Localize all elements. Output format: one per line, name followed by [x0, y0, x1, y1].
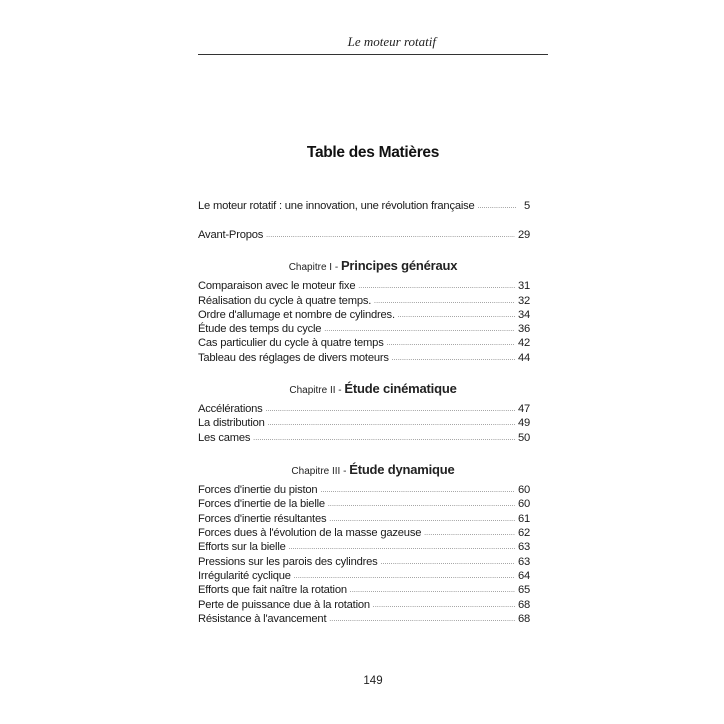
toc-entry-title: Ordre d'allumage et nombre de cylindres. — [198, 309, 395, 321]
toc-title: Table des Matières — [306, 144, 440, 161]
toc-entry — [198, 570, 530, 585]
dot-leader — [387, 341, 515, 347]
dot-leader — [358, 284, 515, 290]
toc-entry — [198, 599, 530, 614]
toc-entry-page: 31 — [517, 280, 530, 292]
toc-entry-page: 29 — [517, 229, 530, 241]
toc-entry-title: Le moteur rotatif : une innovation, une révolution française — [198, 200, 475, 212]
running-title: Le moteur rotatif — [347, 34, 436, 49]
toc-entry-title: Tableau des réglages de divers moteurs — [198, 352, 389, 364]
toc-entry-title: Irrégularité cyclique — [198, 570, 291, 582]
toc-entry — [198, 337, 530, 352]
toc-entry — [198, 541, 530, 556]
toc-entry-page: 50 — [517, 432, 530, 444]
chapter-name: Principes généraux — [340, 258, 458, 273]
chapter-label: Chapitre II - — [289, 385, 342, 396]
toc-entry-page: 42 — [517, 337, 530, 349]
toc-entry-title: Comparaison avec le moteur fixe — [198, 280, 356, 292]
dot-leader — [324, 327, 515, 333]
chapter-heading — [198, 462, 548, 477]
chapter-name: Étude dynamique — [349, 462, 455, 477]
toc-entry-title: Les cames — [198, 432, 251, 444]
page-number: 149 — [363, 675, 383, 687]
header-rule — [198, 54, 548, 55]
toc-entry-page: 68 — [517, 613, 530, 625]
toc-entry-title: Efforts sur la bielle — [198, 541, 286, 553]
toc-entry-title: Perte de puissance due à la rotation — [198, 599, 370, 611]
chapter-heading — [198, 258, 548, 273]
toc-entry-title: Avant-Propos — [198, 229, 264, 241]
dot-leader — [392, 356, 515, 362]
dot-leader — [398, 313, 515, 319]
dot-leader — [478, 204, 517, 210]
toc-entry-page: 65 — [517, 584, 530, 596]
dot-leader — [329, 517, 515, 523]
toc-entry-title: Accélérations — [198, 403, 263, 415]
toc-entry — [198, 584, 530, 599]
running-header — [198, 34, 548, 50]
dot-leader — [329, 617, 515, 623]
toc-entry-page: 49 — [517, 417, 530, 429]
toc-entry-title: Pressions sur les parois des cylindres — [198, 556, 378, 568]
toc-entry-title: Forces dues à l'évolution de la masse gazeuse — [198, 527, 422, 539]
toc-entry-page: 60 — [517, 484, 530, 496]
toc-entry-title: Forces d'inertie de la bielle — [198, 498, 325, 510]
dot-leader — [289, 545, 515, 551]
toc-entry — [198, 484, 530, 499]
dot-leader — [350, 588, 515, 594]
chapter-label: Chapitre III - — [291, 466, 347, 477]
dot-leader — [373, 603, 515, 609]
toc-entry-page: 61 — [517, 513, 530, 525]
toc-entry — [198, 432, 530, 447]
chapter-name: Étude cinématique — [344, 381, 457, 396]
toc-entry-page: 68 — [517, 599, 530, 611]
dot-leader — [381, 560, 515, 566]
toc-entry-title: Réalisation du cycle à quatre temps. — [198, 295, 372, 307]
toc-entry — [198, 513, 530, 528]
chapter-heading — [198, 381, 548, 396]
toc-entry-page: 36 — [517, 323, 530, 335]
toc-entry — [198, 280, 530, 295]
toc-entry-title: Résistance à l'avancement — [198, 613, 327, 625]
dot-leader — [266, 407, 515, 413]
dot-leader — [320, 488, 515, 494]
toc-entry — [198, 323, 530, 338]
toc-entry — [198, 309, 530, 324]
toc-entry — [198, 556, 530, 571]
dot-leader — [268, 421, 515, 427]
dot-leader — [266, 233, 515, 239]
toc-entry-page: 44 — [517, 352, 530, 364]
toc-entry-page: 63 — [517, 541, 530, 553]
toc-entry — [198, 403, 530, 418]
toc-entry-title: Étude des temps du cycle — [198, 323, 322, 335]
toc-entry-page: 5 — [523, 200, 530, 212]
toc-entry-title: Cas particulier du cycle à quatre temps — [198, 337, 384, 349]
toc-entry — [198, 498, 530, 513]
toc-entry — [198, 295, 530, 310]
dot-leader — [253, 436, 515, 442]
chapter-label: Chapitre I - — [288, 262, 339, 273]
toc-entry — [198, 613, 530, 628]
dot-leader — [294, 574, 515, 580]
toc-entry-page: 60 — [517, 498, 530, 510]
toc-entry-page: 63 — [517, 556, 530, 568]
toc-entry-page: 34 — [517, 309, 530, 321]
toc-entry-title: Efforts que fait naître la rotation — [198, 584, 347, 596]
toc-entry-page: 47 — [517, 403, 530, 415]
dot-leader — [424, 531, 515, 537]
toc-entry-page: 32 — [517, 295, 530, 307]
toc-entry-page: 62 — [517, 527, 530, 539]
toc-entry — [198, 229, 530, 244]
toc-entry-title: Forces d'inertie résultantes — [198, 513, 327, 525]
toc-entry — [198, 200, 530, 215]
dot-leader — [374, 299, 515, 305]
toc-entry — [198, 417, 530, 432]
dot-leader — [328, 502, 515, 508]
toc-entry — [198, 352, 530, 367]
toc-entry-title: La distribution — [198, 417, 265, 429]
toc-entry — [198, 527, 530, 542]
toc-entry-title: Forces d'inertie du piston — [198, 484, 318, 496]
toc-entry-page: 64 — [517, 570, 530, 582]
